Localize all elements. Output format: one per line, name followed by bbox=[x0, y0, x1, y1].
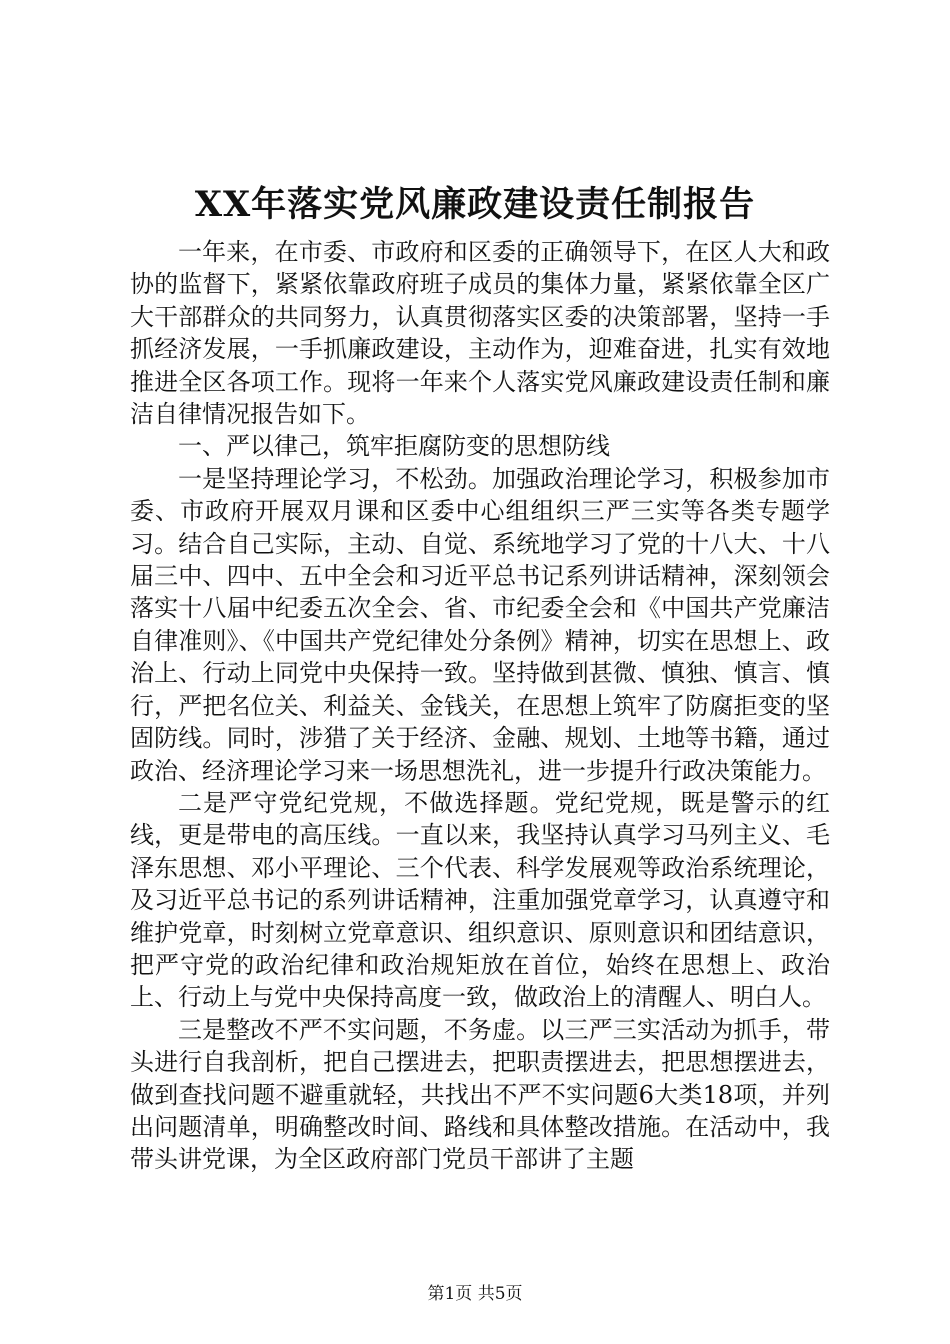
body-paragraph: 三是整改不严不实问题，不务虚。以三严三实活动为抓手，带头进行自我剖析，把自己摆进去，把职责摆进去，把思想摆进去，做到查找问题不避重就轻，共找出不严不实问题6大类18项，并列出问题清单，明确整改时间、路线和具体整改措施。在活动中，我带头讲党课，为全区政府部门党员干部讲了主题 bbox=[130, 1015, 830, 1174]
document-body bbox=[130, 236, 830, 1176]
document-title: XX年落实党风廉政建设责任制报告 bbox=[194, 184, 756, 225]
intro-paragraph: 一年来，在市委、市政府和区委的正确领导下，在区人大和政协的监督下，紧紧依靠政府班子成员的集体力量，紧紧依靠全区广大干部群众的共同努力，认真贯彻落实区委的决策部署，坚持一手抓经济发展，一手抓廉政建设，主动作为，迎难奋进，扎实有效地推进全区各项工作。现将一年来个人落实党风廉政建设责任制和廉洁自律情况报告如下。 bbox=[130, 238, 830, 429]
body-paragraph: 一是坚持理论学习，不松劲。加强政治理论学习，积极参加市委、市政府开展双月课和区委中心组组织三严三实等各类专题学习。结合自己实际，主动、自觉、系统地学习了党的十八大、十八届三中、四中、五中全会和习近平总书记系列讲话精神，深刻领会落实十八届中纪委五次全会、省、市纪委全会和《中国共产党廉洁自律准则》、《中国共产党纪律处分条例》精神，切实在思想上、政治上、行动上同党中央保持一致。坚持做到甚微、慎独、慎言、慎行，严把名位关、利益关、金钱关，在思想上筑牢了防腐拒变的坚固防线。同时，涉猎了关于经济、金融、规划、土地等书籍，通过政治、经济理论学习来一场思想洗礼，进一步提升行政决策能力。 bbox=[130, 464, 830, 785]
body-paragraph: 二是严守党纪党规，不做选择题。党纪党规，既是警示的红线，更是带电的高压线。一直以来，我坚持认真学习马列主义、毛泽东思想、邓小平理论、三个代表、科学发展观等政治系统理论，及习近平总书记的系列讲话精神，注重加强党章学习，认真遵守和维护党章，时刻树立党章意识、组织意识、原则意识和团结意识，把严守党的政治纪律和政治规矩放在首位，始终在思想上、政治上、行动上与党中央保持高度一致，做政治上的清醒人、明白人。 bbox=[130, 788, 830, 1012]
page-number: 第1页 共5页 bbox=[427, 1284, 523, 1304]
section-heading: 一、严以律己，筑牢拒腐防变的思想防线 bbox=[178, 432, 610, 461]
